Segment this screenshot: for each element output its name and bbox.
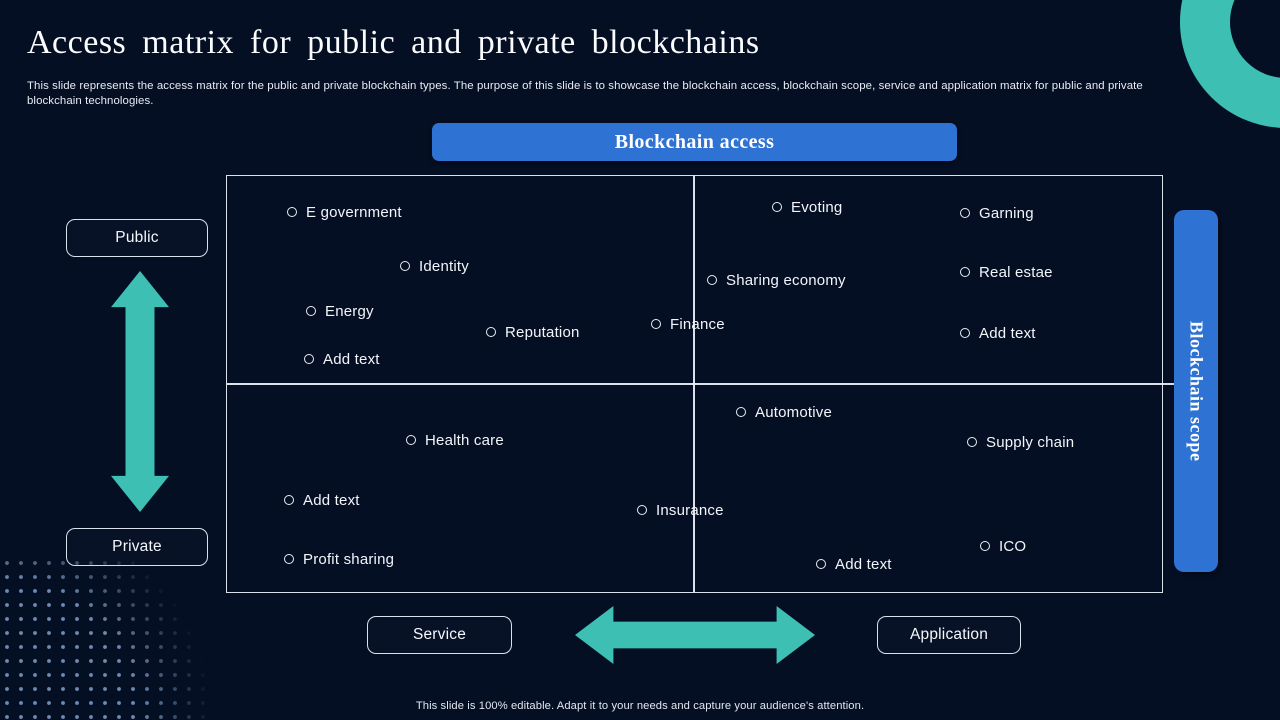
public-label[interactable]: Public bbox=[66, 219, 208, 257]
page-title: Access matrix for public and private blockchains bbox=[27, 24, 760, 61]
matrix-item-label: Sharing economy bbox=[726, 271, 846, 289]
bullet-circle-icon bbox=[980, 541, 990, 551]
bullet-circle-icon bbox=[707, 275, 717, 285]
service-label[interactable]: Service bbox=[367, 616, 512, 654]
blockchain-access-label[interactable]: Blockchain access bbox=[432, 123, 957, 161]
matrix-item-label: Real estae bbox=[979, 263, 1053, 281]
matrix-item-automotive[interactable] bbox=[736, 401, 832, 423]
matrix-item-profit-sharing[interactable] bbox=[284, 548, 394, 570]
matrix-item-garning[interactable] bbox=[960, 202, 1034, 224]
bullet-circle-icon bbox=[651, 319, 661, 329]
horizontal-double-arrow-icon bbox=[575, 606, 815, 664]
bullet-circle-icon bbox=[967, 437, 977, 447]
matrix-item-label: Add text bbox=[323, 350, 380, 368]
slide-description: This slide represents the access matrix for the public and private blockchain types. The purpose of this slide is to showcase the blockchain access, blockchain scope, service and application matrix for public and private blockchain technologies. bbox=[27, 80, 1143, 107]
halftone-dots-decoration bbox=[0, 556, 210, 720]
bullet-circle-icon bbox=[772, 202, 782, 212]
bullet-circle-icon bbox=[304, 354, 314, 364]
matrix-item-add-text[interactable] bbox=[960, 322, 1036, 344]
teal-ring-decoration bbox=[1180, 0, 1280, 128]
bullet-circle-icon bbox=[486, 327, 496, 337]
matrix-item-e-government[interactable] bbox=[287, 201, 402, 223]
matrix-item-label: Evoting bbox=[791, 198, 843, 216]
footer-note: This slide is 100% editable. Adapt it to your needs and capture your audience's attention. bbox=[415, 700, 865, 712]
bullet-circle-icon bbox=[637, 505, 647, 515]
matrix-item-ico[interactable] bbox=[980, 535, 1026, 557]
matrix-horizontal-divider bbox=[227, 383, 1162, 385]
matrix-item-label: Garning bbox=[979, 204, 1034, 222]
matrix-item-label: Health care bbox=[425, 431, 504, 449]
bullet-circle-icon bbox=[960, 267, 970, 277]
matrix-item-label: Add text bbox=[979, 324, 1036, 342]
matrix-item-label: Profit sharing bbox=[303, 550, 395, 568]
matrix-item-insurance[interactable] bbox=[637, 499, 724, 521]
matrix-item-real-estae[interactable] bbox=[960, 261, 1053, 283]
matrix-item-evoting[interactable] bbox=[772, 196, 842, 218]
matrix-item-label: E government bbox=[306, 203, 402, 221]
bullet-circle-icon bbox=[400, 261, 410, 271]
matrix-item-label: ICO bbox=[999, 537, 1027, 555]
matrix-item-energy[interactable] bbox=[306, 300, 374, 322]
matrix-item-label: Supply chain bbox=[986, 433, 1075, 451]
matrix-item-label: Energy bbox=[325, 302, 374, 320]
matrix-item-health-care[interactable] bbox=[406, 429, 504, 451]
blockchain-scope-label[interactable]: Blockchain scope bbox=[1174, 210, 1218, 572]
matrix-item-finance[interactable] bbox=[651, 313, 725, 335]
bullet-circle-icon bbox=[406, 435, 416, 445]
matrix-item-add-text[interactable] bbox=[816, 553, 892, 575]
bullet-circle-icon bbox=[960, 328, 970, 338]
matrix-item-sharing-economy[interactable] bbox=[707, 269, 846, 291]
matrix-item-label: Automotive bbox=[755, 403, 833, 421]
bullet-circle-icon bbox=[284, 554, 294, 564]
matrix-item-label: Reputation bbox=[505, 323, 580, 341]
matrix-item-label: Add text bbox=[303, 491, 360, 509]
matrix-item-add-text[interactable] bbox=[284, 489, 360, 511]
application-label[interactable]: Application bbox=[877, 616, 1021, 654]
matrix bbox=[226, 175, 1163, 593]
matrix-item-label: Add text bbox=[835, 555, 892, 573]
bullet-circle-icon bbox=[736, 407, 746, 417]
matrix-item-label: Finance bbox=[670, 315, 725, 333]
matrix-item-identity[interactable] bbox=[400, 255, 469, 277]
matrix-item-supply-chain[interactable] bbox=[967, 431, 1074, 453]
matrix-item-reputation[interactable] bbox=[486, 321, 580, 343]
vertical-double-arrow-icon bbox=[111, 271, 169, 512]
bullet-circle-icon bbox=[816, 559, 826, 569]
private-label[interactable]: Private bbox=[66, 528, 208, 566]
matrix-item-add-text[interactable] bbox=[304, 348, 380, 370]
bullet-circle-icon bbox=[287, 207, 297, 217]
matrix-item-label: Identity bbox=[419, 257, 469, 275]
matrix-item-label: Insurance bbox=[656, 501, 724, 519]
bullet-circle-icon bbox=[960, 208, 970, 218]
bullet-circle-icon bbox=[306, 306, 316, 316]
bullet-circle-icon bbox=[284, 495, 294, 505]
